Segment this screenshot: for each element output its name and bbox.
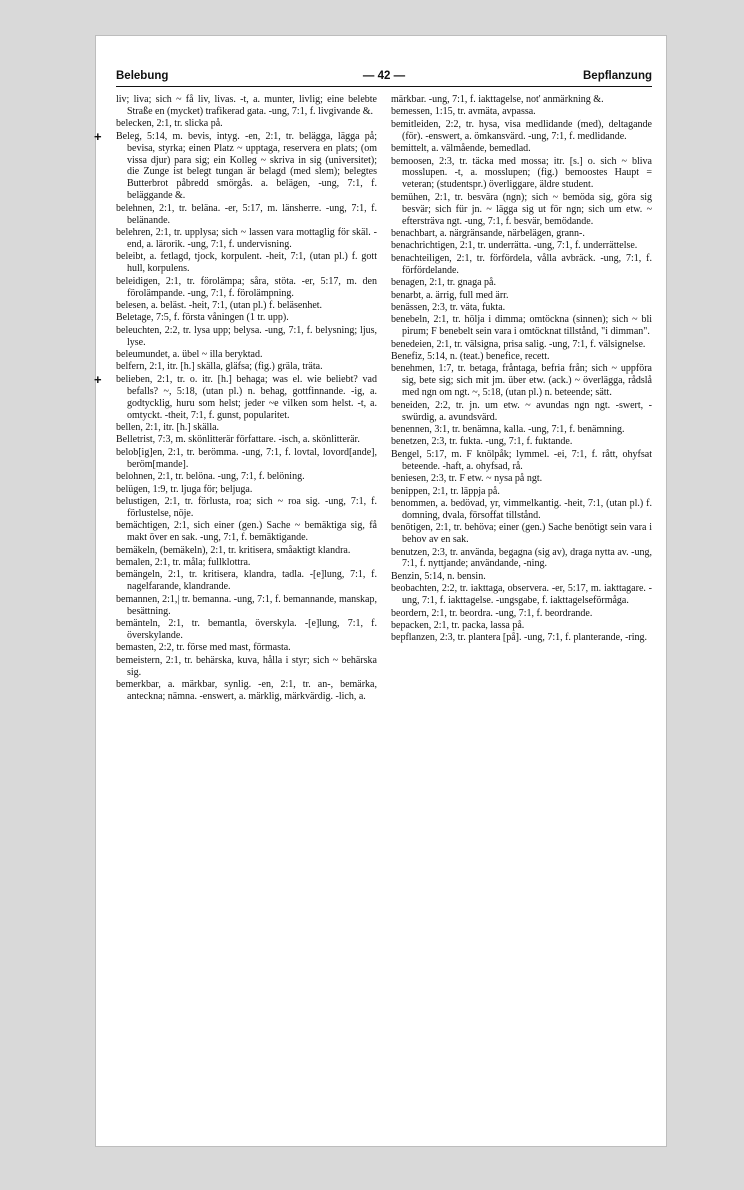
dictionary-entry (116, 349, 377, 361)
entry-text: benedeien, 2:1, tr. välsigna, prisa salig. -ung, 7:1, f. välsignelse. (391, 338, 646, 350)
entry-text: märkbar. -ung, 7:1, f. iakttagelse, not' anmärkning &. (391, 94, 604, 105)
dictionary-entry (391, 339, 652, 351)
dictionary-entry (391, 156, 652, 192)
dictionary-entry (116, 679, 377, 703)
dictionary-entry (391, 436, 652, 448)
dictionary-entry (116, 447, 377, 471)
dictionary-entry (391, 290, 652, 302)
entry-text: benagen, 2:1, tr. gnaga på. (391, 277, 496, 289)
entry-text: bemannen, 2:1,| tr. bemanna. -ung, 7:1, f. bemannande, manskap, besättning. (116, 593, 377, 617)
entry-text: beleuchten, 2:2, tr. lysa upp; belysa. -ung, 7:1, f. belysning; ljus, lyse. (116, 324, 377, 348)
margin-plus-mark: + (94, 371, 102, 387)
entry-text: bemühen, 2:1, tr. besvära (ngn); sich ~ bemöda sig, göra sig besvär; sich für jn. ~ lägga sig ut för ngn; sich um etw. ~ eftersträva ngt. -ung, 7:1, f. besvär, bemödande. (391, 191, 652, 227)
entry-text: bellen, 2:1, itr. [h.] skälla. (116, 421, 220, 433)
dictionary-entry (116, 251, 377, 275)
entry-text: benennen, 3:1, tr. benämna, kalla. -ung, 7:1, f. benämning. (391, 423, 625, 435)
dictionary-entry (391, 119, 652, 143)
entry-text: beneiden, 2:2, tr. jn. um etw. ~ avundas ngn ngt. -swert, -swürdig, a. avundsvärd. (391, 399, 652, 423)
dictionary-entry (116, 203, 377, 227)
dictionary-entry (116, 618, 377, 642)
entry-text: benebeln, 2:1, tr. hölja i dimma; omtöckna (sinnen); sich ~ bli pirum; F benebelt sein vara i omtöcknat tillstånd, "i dimman". (391, 314, 652, 338)
dictionary-entry (116, 361, 377, 373)
dictionary-entry (116, 484, 377, 496)
entry-text: benarbt, a. ärrig, full med ärr. (391, 289, 509, 301)
dictionary-entry (116, 94, 377, 118)
dictionary-entry (116, 545, 377, 557)
dictionary-entry (391, 620, 652, 632)
dictionary-entry (391, 632, 652, 644)
dictionary-entry (391, 473, 652, 485)
entry-text: benachteiligen, 2:1, tr. förfördela, vålla avbräck. -ung, 7:1, f. förfördelande. (391, 252, 652, 276)
dictionary-entry (116, 594, 377, 618)
dictionary-entry (391, 608, 652, 620)
header-first-word: Belebung (116, 70, 169, 82)
entry-text: bemessen, 1:15, tr. avmäta, avpassa. (391, 106, 536, 118)
entry-text: bemittelt, a. välmående, bemedlad. (391, 143, 531, 155)
entry-text: bemängeln, 2:1, tr. kritisera, klandra, tadla. -[e]lung, 7:1, f. nagelfarande, klandrande. (116, 569, 377, 593)
entry-text: belehnen, 2:1, tr. beläna. -er, 5:17, m. länsherre. -ung, 7:1, f. belänande. (116, 202, 377, 226)
dictionary-entry (391, 314, 652, 338)
entry-text: benässen, 2:3, tr. väta, fukta. (391, 301, 506, 313)
header-last-word: Bepflanzung (583, 70, 652, 82)
dictionary-entry (391, 449, 652, 473)
entry-text: bepflanzen, 2:3, tr. plantera [på]. -ung, 7:1, f. planterande, -ring. (391, 632, 648, 644)
dictionary-entry (391, 253, 652, 277)
dictionary-entry (391, 424, 652, 436)
dictionary-entry (391, 94, 652, 106)
entry-text: benippen, 2:1, tr. läppja på. (391, 485, 500, 497)
dictionary-entry (116, 557, 377, 569)
page-header (116, 62, 652, 87)
entry-text: bemächtigen, 2:1, sich einer (gen.) Sache ~ bemäktiga sig, få makt över en sak. -ung, 7:1, f. bemäktigande. (116, 520, 377, 544)
entry-text: beleibt, a. fetlagd, tjock, korpulent. -heit, 7:1, (utan pl.) f. gott hull, korpulens. (116, 251, 377, 275)
entry-text: Belletrist, 7:3, m. skönlitterär författare. -isch, a. skönlitterär. (116, 434, 360, 446)
dictionary-entry (94, 371, 377, 422)
entry-text: bemeistern, 2:1, tr. behärska, kuva, hålla i styr; sich ~ behärska sig. (116, 654, 377, 678)
dictionary-entry (116, 642, 377, 654)
dictionary-entry (391, 106, 652, 118)
entry-text: bemalen, 2:1, tr. måla; fullklottra. (116, 556, 251, 568)
dictionary-entry (391, 522, 652, 546)
left-column (94, 94, 377, 1128)
dictionary-entry (116, 569, 377, 593)
entry-text: bemänteln, 2:1, tr. bemantla, överskyla. -[e]lung, 7:1, f. överskylande. (116, 617, 377, 641)
dictionary-entry (391, 547, 652, 571)
dictionary-entry (116, 496, 377, 520)
entry-text: Benzin, 5:14, n. bensin. (391, 570, 486, 582)
two-column-body (94, 94, 652, 1128)
dictionary-entry (391, 143, 652, 155)
margin-plus-mark: + (94, 128, 102, 144)
entry-text: bemäkeln, (bemäkeln), 2:1, tr. kritisera, småaktigt klandra. (116, 544, 351, 556)
dictionary-entry (391, 240, 652, 252)
dictionary-entry (116, 312, 377, 324)
entry-text: bemoosen, 2:3, tr. täcka med mossa; itr. [s.] o. sich ~ bliva mosslupen. -t, a. mosslupen; (fig.) bemoostes Haupt = veteran; (studentspr.) överliggare, äldre student. (391, 155, 652, 191)
entry-text: belesen, a. beläst. -heit, 7:1, (utan pl.) f. beläsenhet. (116, 299, 323, 311)
dictionary-entry (116, 422, 377, 434)
dictionary-entry (116, 300, 377, 312)
dictionary-entry (391, 192, 652, 228)
entry-text: Beletage, 7:5, f. första våningen (1 tr. upp). (116, 312, 289, 324)
entry-text: beobachten, 2:2, tr. iakttaga, observera. -er, 5:17, m. iakttagare. -ung, 7:1, f. iakttagelse. -ungsgabe, f. iakttagelseförmåga. (391, 583, 652, 607)
entry-text: Benefiz, 5:14, n. (teat.) benefice, recett. (391, 351, 550, 363)
dictionary-page (96, 36, 666, 1146)
entry-text: beleidigen, 2:1, tr. förolämpa; såra, stöta. -er, 5:17, m. den förolämpande. -ung, 7:1, f. förolämpning. (116, 275, 377, 299)
dictionary-entry (116, 655, 377, 679)
entry-text: benötigen, 2:1, tr. behöva; einer (gen.) Sache benötigt sein vara i behov av en sak. (391, 522, 652, 546)
entry-text: belügen, 1:9, tr. ljuga för; beljuga. (116, 483, 253, 495)
entry-text: benachbart, a. närgränsande, närbelägen, grann-. (391, 227, 585, 239)
dictionary-entry (116, 118, 377, 130)
entry-text: bepacken, 2:1, tr. packa, lassa på. (391, 619, 525, 631)
entry-text: beordern, 2:1, tr. beordra. -ung, 7:1, f. beordrande. (391, 607, 593, 619)
entry-text: liv; liva; sich ~ få liv, livas. -t, a. munter, livlig; eine belebte Straße en (mycket) trafikerad gata. -ung, 7:1, f. livgivande &. (116, 94, 377, 117)
entry-text: belfern, 2:1, itr. [h.] skälla, gläfsa; (fig.) gräla, träta. (116, 361, 323, 373)
dictionary-entry (391, 277, 652, 289)
entry-text: bemasten, 2:2, tr. förse med mast, förmasta. (116, 642, 291, 654)
dictionary-entry (391, 571, 652, 583)
entry-text: beleumundet, a. übel ~ illa beryktad. (116, 349, 263, 361)
entry-text: benachrichtigen, 2:1, tr. underrätta. -ung, 7:1, f. underrättelse. (391, 240, 638, 252)
dictionary-entry (116, 325, 377, 349)
entry-text: Bengel, 5:17, m. F knölpåk; lymmel. -ei, 7:1, f. rått, ohyfsat beteende. -haft, a. ohyfsad, rå. (391, 448, 652, 472)
entry-text: belecken, 2:1, tr. slicka på. (116, 118, 223, 130)
entry-text: Beleg, 5:14, m. bevis, intyg. -en, 2:1, tr. belägga, lägga på; bevisa, styrka; einen Platz ~ upptaga, reservera en plats; (om vissa djur) para sig; ein Kolleg ~ skriva in sig (universitet); die Zunge ist belegt tungan är belagd (med slem); belegtes Butterbrot påbredd smörgås. a. belägen, -ung, 7:1, f. beläggande &. (116, 130, 377, 202)
entry-text: beniesen, 2:3, tr. F etw. ~ nysa på ngt. (391, 473, 543, 485)
entry-text: belob[ig]en, 2:1, tr. berömma. -ung, 7:1, f. lovtal, lovord[ande], beröm[mande]. (116, 446, 377, 470)
dictionary-entry (391, 302, 652, 314)
entry-text: belohnen, 2:1, tr. belöna. -ung, 7:1, f. belöning. (116, 471, 305, 483)
dictionary-entry (391, 583, 652, 607)
dictionary-entry (116, 276, 377, 300)
dictionary-entry (391, 363, 652, 399)
entry-text: benehmen, 1:7, tr. betaga, fråntaga, befria från; sich ~ uppföra sig, bete sig; sich mit jm. über etw. (ack.) ~ överlägga, rådslå med ngn om ngt. ~, 5:18, (utan pl.) n. beteende; sätt. (391, 363, 652, 399)
dictionary-entry (116, 227, 377, 251)
entry-text: belehren, 2:1, tr. upplysa; sich ~ lassen vara mottaglig för skäl. -end, a. lärorik. -ung, 7:1, f. undervisning. (116, 226, 377, 250)
dictionary-entry (116, 520, 377, 544)
entry-text: belieben, 2:1, tr. o. itr. [h.] behaga; was el. wie beliebt? vad befalls? ~, 5:18, (utan pl.) n. behag, gottfinnande. -ig, a. godtycklig, huru som helst; jeder ~e vilken som helst. -t, a. omtyckt. -theit, 7:1, f. gunst, popularitet. (116, 373, 377, 421)
dictionary-entry (391, 486, 652, 498)
entry-text: benommen, a. bedövad, yr, vimmelkantig. -heit, 7:1, (utan pl.) f. domning, dvala, försoffat tillstånd. (391, 497, 652, 521)
entry-text: benutzen, 2:3, tr. använda, begagna (sig av), draga nytta av. -ung, 7:1, f. nyttjande; användande, -ning. (391, 546, 652, 570)
page-number: — 42 — (362, 70, 406, 82)
dictionary-entry (391, 228, 652, 240)
dictionary-entry (391, 400, 652, 424)
entry-text: benetzen, 2:3, tr. fukta. -ung, 7:1, f. fuktande. (391, 436, 573, 448)
entry-text: belustigen, 2:1, tr. förlusta, roa; sich ~ roa sig. -ung, 7:1, f. förlustelse, nöje. (116, 495, 377, 519)
right-column (391, 94, 652, 1128)
dictionary-entry (116, 434, 377, 446)
dictionary-entry (116, 471, 377, 483)
entry-text: bemitleiden, 2:2, tr. hysa, visa medlidande (med), deltagande (för). -enswert, a. ömkansvärd. -ung, 7:1, f. medlidande. (391, 118, 652, 142)
dictionary-entry (94, 128, 377, 202)
dictionary-entry (391, 498, 652, 522)
dictionary-entry (391, 351, 652, 363)
entry-text: bemerkbar, a. märkbar, synlig. -en, 2:1, tr. an-, bemärka, anteckna; nämna. -enswert, a. märklig, märkvärdig. -lich, a. (116, 679, 377, 702)
